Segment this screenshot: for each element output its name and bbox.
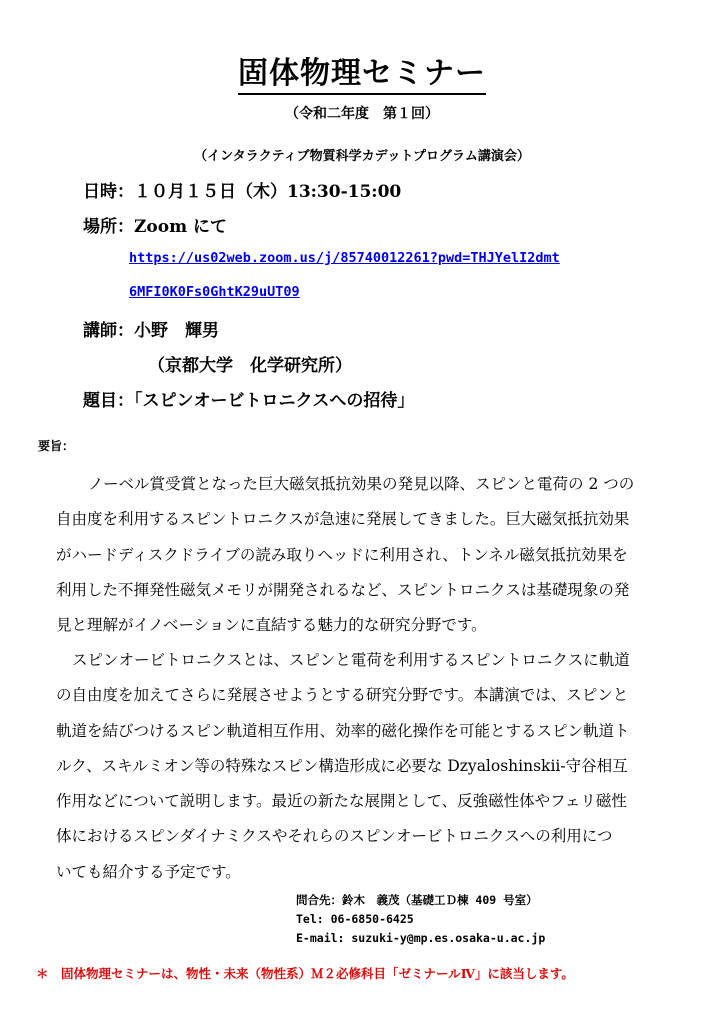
paragraph-line: 利用した不揮発性磁気メモリが開発されるなど、スピントロニクスは基礎現象の発 bbox=[56, 580, 630, 599]
paragraph-line: がハードディスクドライブの読み取りヘッドに利用され、トンネル磁気抵抗効果を bbox=[56, 545, 628, 564]
contact-tel: Tel: 06-6850-6425 bbox=[296, 912, 414, 926]
contact-person: 問合先：鈴木 義茂（基礎工Ｄ棟 409 号室） bbox=[296, 893, 538, 907]
paragraph-line: の自由度を加えてさらに発展させようとする研究分野です。本講演では、スピンと bbox=[56, 686, 629, 705]
paragraph-line: 自由度を利用するスピントロニクスが急速に発展してきました。巨大磁気抵抗効果 bbox=[56, 510, 630, 529]
summary-label: 要旨： bbox=[38, 439, 75, 453]
speaker-affiliation: （京都大学 化学研究所） bbox=[148, 356, 352, 376]
paragraph-line: ノーベル賞受賞となった巨大磁気抵抗効果の発見以降、スピンと電荷の 2 つの bbox=[88, 475, 635, 493]
paragraph-line: 作用などについて説明します。最近の新たな展開として、反強磁性体やフェリ磁性 bbox=[56, 792, 627, 811]
paragraph-line: ルク、スキルミオン等の特殊なスピン構造形成に必要な Dzyaloshinskii-守谷相互 bbox=[56, 756, 628, 775]
contact-email[interactable]: E-mail: suzuki-y@mp.es.osaka-u.ac.jp bbox=[296, 931, 546, 945]
summary-paragraph-1 bbox=[56, 467, 688, 643]
course-credit-note: ＊ 固体物理セミナーは、物性・未来（物性系）Ｍ２必修科目「ゼミナールⅣ」に該当します。 bbox=[36, 966, 574, 981]
zoom-link-line1[interactable]: https://us02web.zoom.us/j/85740012261?pwd=THJYelI2dmt bbox=[129, 250, 560, 266]
paragraph-line: 軌道を結びつけるスピン軌道相互作用、効率的磁化操作を可能とするスピン軌道ト bbox=[56, 721, 630, 740]
subtitle: （令和二年度 第１回） bbox=[285, 106, 439, 122]
paragraph-line: 体におけるスピンダイナミクスやそれらのスピンオービトロニクスへの利用につ bbox=[56, 827, 613, 846]
paragraph-line: 見と理解がイノベーションに直結する魅力的な研究分野です。 bbox=[56, 616, 487, 635]
paragraph-line: スピンオービトロニクスとは、スピンと電荷を利用するスピントロニクスに軌道 bbox=[72, 651, 630, 669]
zoom-link-line2[interactable]: 6MFI0K0Fs0GhtK29uUT09 bbox=[129, 284, 300, 300]
page-title: 固体物理セミナー bbox=[0, 48, 724, 92]
program-name: （インタラクティブ物質科学カデットプログラム講演会） bbox=[194, 149, 530, 164]
talk-title: 題目：「スピンオービトロニクスへの招待」 bbox=[83, 391, 415, 411]
paragraph-line: いても紹介する予定です。 bbox=[56, 862, 241, 881]
speaker: 講師：小野 輝男 bbox=[83, 321, 219, 341]
datetime: 日時：１０月１５日（木）13:30-15:00 bbox=[83, 182, 402, 202]
place: 場所：Zoom にて bbox=[83, 217, 227, 237]
summary-paragraph-2 bbox=[56, 643, 688, 890]
